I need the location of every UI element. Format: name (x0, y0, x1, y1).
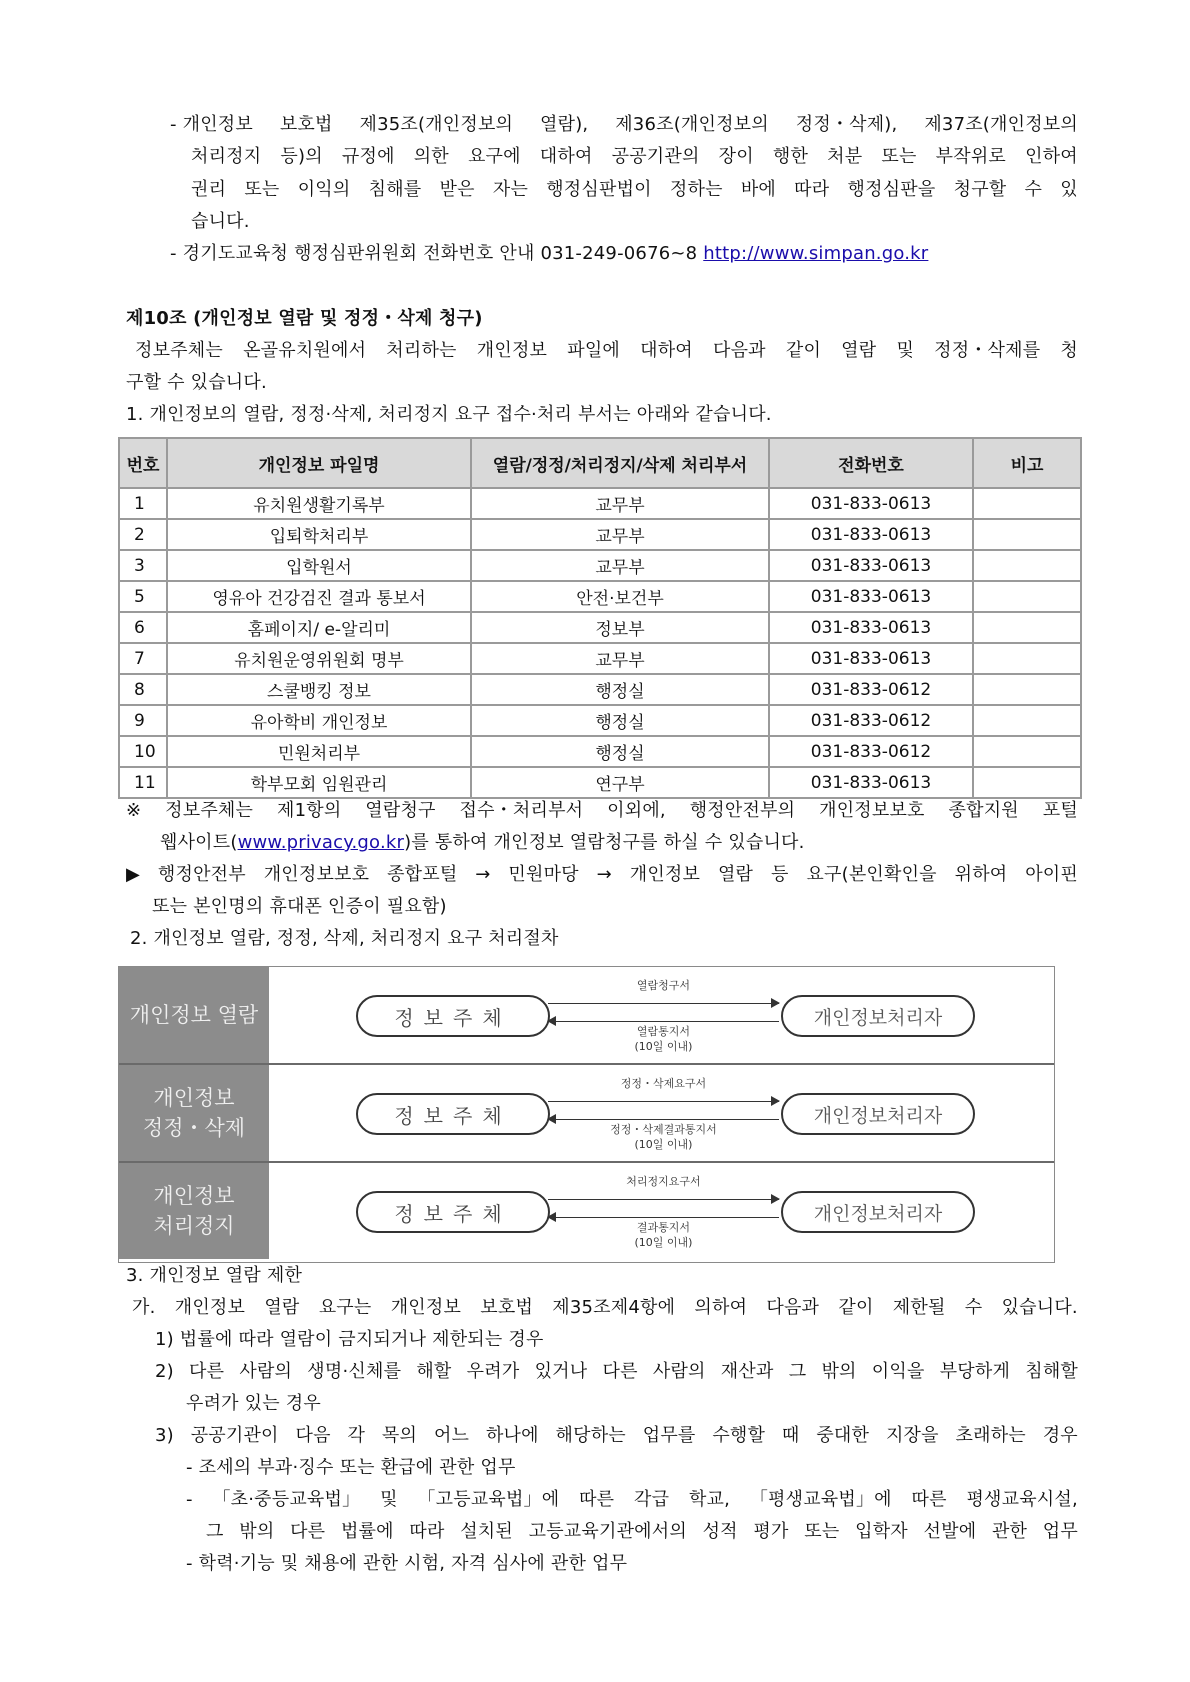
word: 공공기관이 (190, 1425, 279, 1446)
word: 성적 (702, 1521, 738, 1542)
word: 수 (964, 1297, 983, 1318)
department-table (118, 437, 1082, 799)
data-subject-box: 정보주체 (356, 995, 550, 1037)
response-caption: 열람통지서 (636, 1025, 691, 1038)
cell-department: 연구부 (471, 767, 769, 798)
article10-title: 제10조 (개인정보 열람 및 정정・삭제 청구) (126, 308, 483, 329)
article10-item-1: 1. 개인정보의 열람, 정정·삭제, 처리정지 요구 접수·처리 부서는 아래와 같습니다. (126, 404, 772, 425)
word: 열람 (717, 864, 754, 885)
word: 요구에 (467, 146, 521, 167)
word: 정보주체는 (165, 800, 254, 821)
word: - (186, 1489, 193, 1510)
word: 중대한 (816, 1425, 870, 1446)
flow-row (119, 967, 1054, 1063)
word: 공공기관의 (611, 146, 700, 167)
privacy-portal-note-line-1 (126, 800, 1078, 822)
word: 행정안전부의 (689, 800, 796, 821)
limit-3-sub-1: - 조세의 부과·징수 또는 환급에 관한 업무 (186, 1457, 516, 1478)
word: 어느 (433, 1425, 470, 1446)
word: 입학자 (855, 1521, 908, 1542)
cell-note (973, 581, 1081, 612)
word: 열람 (841, 340, 877, 361)
table-row (119, 767, 1081, 798)
word: 자는 (492, 179, 529, 200)
header-department: 열람/정정/처리정지/삭제 처리부서 (471, 438, 769, 488)
word: 경우 (1042, 1425, 1078, 1446)
table-row (119, 736, 1081, 767)
privacy-portal-link[interactable]: www.privacy.go.kr (237, 832, 405, 853)
word: 포털 (1042, 800, 1078, 821)
intro-line-4: 습니다. (191, 211, 250, 232)
word: 다음과 (766, 1297, 820, 1318)
word: → (475, 864, 491, 885)
word: 해당하는 (555, 1425, 626, 1446)
cell-department: 행정실 (471, 674, 769, 705)
cell-note (973, 674, 1081, 705)
word: 따라 (409, 1521, 445, 1542)
word: 3) (155, 1425, 174, 1446)
cell-phone: 031-833-0613 (769, 581, 973, 612)
limit-3 (155, 1425, 1078, 1447)
word: 수행할 (712, 1425, 766, 1446)
table-row (119, 674, 1081, 705)
limit-3-sub-3: - 학력·기능 및 채용에 관한 시험, 자격 심사에 관한 업무 (186, 1553, 628, 1574)
cell-phone: 031-833-0613 (769, 767, 973, 798)
word: ▶ (126, 864, 141, 885)
word: 보호법 (279, 114, 333, 135)
cell-note (973, 767, 1081, 798)
header-phone: 전화번호 (769, 438, 973, 488)
header-file-name: 개인정보 파일명 (167, 438, 471, 488)
limit-3-sub-2-line-2 (206, 1521, 1078, 1543)
cell-phone: 031-833-0613 (769, 519, 973, 550)
word: 인하여 (1025, 146, 1078, 167)
data-subject-box: 정보주체 (356, 1093, 550, 1135)
request-caption: 처리정지요구서 (626, 1175, 701, 1188)
cell-note (973, 705, 1081, 736)
table-row (119, 581, 1081, 612)
word: 다음과 (712, 340, 766, 361)
request-caption: 열람청구서 (636, 979, 691, 992)
table-header-row (119, 438, 1081, 488)
word: 있거나 (534, 1361, 588, 1382)
word: 있습니다. (1001, 1297, 1078, 1318)
response-due-caption: (10일 이내) (634, 1236, 693, 1249)
word: 설치된 (460, 1521, 513, 1542)
note-post: )를 통하여 개인정보 열람청구를 하실 수 있습니다. (404, 832, 805, 853)
word: 등 (770, 864, 789, 885)
response-arrow (548, 1021, 779, 1022)
cell-no: 10 (119, 736, 167, 767)
word: 처리정지 (191, 146, 262, 167)
word: 평생교육시설, (966, 1489, 1078, 1510)
word: 밖의 (239, 1521, 275, 1542)
article10-para-line-2: 구할 수 있습니다. (126, 372, 267, 393)
word: 등)의 (280, 146, 323, 167)
cell-department: 정보부 (471, 612, 769, 643)
word: 부당하게 (939, 1361, 1011, 1382)
portal-path-line-1 (126, 864, 1078, 886)
word: 행정심판을 (847, 179, 936, 200)
request-arrow (548, 1101, 779, 1102)
procedure-flow-diagram (118, 966, 1055, 1263)
limit-1: 1) 법률에 따라 열람이 금지되거나 제한되는 경우 (155, 1329, 544, 1350)
word: 제35조(개인정보의 (359, 114, 514, 135)
cell-no: 3 (119, 550, 167, 581)
table-row (119, 519, 1081, 550)
table-row (119, 705, 1081, 736)
word: 개인정보 (390, 1297, 462, 1318)
word: 민원마당 (508, 864, 579, 885)
cell-department: 교무부 (471, 643, 769, 674)
flow-label-text: 처리정지 (153, 1214, 235, 1238)
word: 규정에 (341, 146, 395, 167)
word: ※ (126, 800, 142, 821)
flow-label-text: 개인정보 열람 (129, 1003, 259, 1027)
limit-2-line-2: 우려가 있는 경우 (186, 1393, 321, 1414)
cell-file-name: 홈페이지/ e-알리미 (167, 612, 471, 643)
cell-file-name: 입학원서 (167, 550, 471, 581)
appeal-contact-text: - 경기도교육청 행정심판위원회 전화번호 안내 031-249-0676~8 (170, 243, 704, 264)
header-note: 비고 (973, 438, 1081, 488)
privacy-portal-note-line-2 (160, 832, 805, 854)
word: 개인정보 (629, 864, 701, 885)
flow-row-label (119, 1163, 269, 1259)
cell-file-name: 유치원운영위원회 명부 (167, 643, 471, 674)
flow-label-text: 개인정보 (153, 1184, 235, 1208)
word: 초래하는 (955, 1425, 1026, 1446)
table-row (119, 612, 1081, 643)
word: 사람의 (652, 1361, 706, 1382)
word: 또는 (244, 179, 280, 200)
word: 침해할 (1025, 1361, 1078, 1382)
word: 및 (380, 1489, 398, 1510)
cell-department: 교무부 (471, 519, 769, 550)
word: 보호법 (480, 1297, 534, 1318)
word: 처리하는 (386, 340, 457, 361)
word: 청 (1060, 340, 1078, 361)
cell-phone: 031-833-0612 (769, 705, 973, 736)
word: → (596, 864, 612, 885)
word: - 개인정보 (170, 114, 253, 135)
word: 청구할 (953, 179, 1007, 200)
word: 제35조제4항에 (552, 1297, 676, 1318)
word: 파일에 (567, 340, 620, 361)
cell-note (973, 488, 1081, 519)
word: 정정・삭제), (795, 114, 898, 135)
word: 목의 (381, 1425, 418, 1446)
cell-department: 교무부 (471, 488, 769, 519)
word: 행한 (772, 146, 809, 167)
word: 정하는 (669, 179, 723, 200)
word: 대하여 (539, 146, 593, 167)
request-arrow (548, 1003, 779, 1004)
word: 지장을 (885, 1425, 939, 1446)
cell-note (973, 612, 1081, 643)
word: 다른 (290, 1521, 326, 1542)
response-due-caption: (10일 이내) (634, 1040, 693, 1053)
word: 종합포털 (387, 864, 458, 885)
cell-department: 행정실 (471, 736, 769, 767)
word: 온골유치원에서 (243, 340, 367, 361)
word: 각 (347, 1425, 366, 1446)
word: 있 (1060, 179, 1078, 200)
word: 의한 (413, 146, 449, 167)
cell-no: 1 (119, 488, 167, 519)
word: 법률에 (340, 1521, 394, 1542)
word: 받은 (439, 179, 475, 200)
word: 개인정보보호 (263, 864, 370, 885)
intro-line-3 (191, 179, 1078, 201)
word: 열람청구 (365, 800, 436, 821)
word: 업무 (1042, 1521, 1078, 1542)
word: 장이 (718, 146, 754, 167)
word: 개인정보 (476, 340, 548, 361)
word: 같이 (838, 1297, 874, 1318)
cell-note (973, 519, 1081, 550)
cell-no: 6 (119, 612, 167, 643)
cell-file-name: 학부모회 임원관리 (167, 767, 471, 798)
word: 밖의 (821, 1361, 857, 1382)
word: 수 (1024, 179, 1043, 200)
word: 열람), (540, 114, 589, 135)
cell-phone: 031-833-0613 (769, 612, 973, 643)
cell-phone: 031-833-0613 (769, 488, 973, 519)
simpan-link[interactable]: http://www.simpan.go.kr (703, 243, 929, 264)
cell-note (973, 736, 1081, 767)
word: 「평생교육법」에 (749, 1489, 892, 1510)
cell-department: 안전·보건부 (471, 581, 769, 612)
word: 「초·중등교육법」 (212, 1489, 361, 1510)
word: 위하여 (954, 864, 1008, 885)
request-caption: 정정・삭제요구서 (620, 1077, 707, 1090)
cell-file-name: 입퇴학처리부 (167, 519, 471, 550)
response-due-caption: (10일 이내) (634, 1138, 693, 1151)
word: 개인정보보호 (819, 800, 925, 821)
cell-no: 5 (119, 581, 167, 612)
cell-no: 7 (119, 643, 167, 674)
word: 그 (788, 1361, 807, 1382)
table-row (119, 550, 1081, 581)
flow-label-text: 개인정보 (153, 1086, 235, 1110)
flow-row-label (119, 1065, 269, 1161)
data-subject-box: 정보주체 (356, 1191, 550, 1233)
word: 바에 (740, 179, 777, 200)
word: 다음 (295, 1425, 331, 1446)
word: 열람 (264, 1297, 300, 1318)
cell-no: 9 (119, 705, 167, 736)
word: 제37조(개인정보의 (924, 114, 1078, 135)
word: 또는 (804, 1521, 840, 1542)
cell-phone: 031-833-0612 (769, 674, 973, 705)
word: 이외에, (607, 800, 666, 821)
word: 접수・처리부서 (459, 800, 584, 821)
word: 제1항의 (277, 800, 342, 821)
word: 요구는 (318, 1297, 372, 1318)
word: 행정안전부 (157, 864, 246, 885)
appeal-contact (170, 243, 928, 265)
word: 업무를 (642, 1425, 696, 1446)
cell-phone: 031-833-0613 (769, 550, 973, 581)
word: 생명·신체를 (307, 1361, 402, 1382)
word: 「고등교육법」에 (417, 1489, 560, 1510)
word: 제한될 (892, 1297, 946, 1318)
word: 사람의 (239, 1361, 293, 1382)
word: 요구(본인확인을 (806, 864, 937, 885)
word: 따른 (911, 1489, 947, 1510)
table-row (119, 643, 1081, 674)
word: 하나에 (485, 1425, 539, 1446)
word: 다른 (189, 1361, 225, 1382)
word: 정보주체는 (135, 340, 223, 361)
word: 관한 (991, 1521, 1028, 1542)
word: 우려가 (466, 1361, 520, 1382)
word: 선발에 (923, 1521, 977, 1542)
word: 권리 (191, 179, 227, 200)
header-no: 번호 (119, 438, 167, 488)
cell-file-name: 유치원생활기록부 (167, 488, 471, 519)
cell-note (973, 550, 1081, 581)
word: 재산과 (720, 1361, 774, 1382)
word: 정정・삭제를 (934, 340, 1041, 361)
response-arrow (548, 1217, 779, 1218)
data-processor-box: 개인정보처리자 (781, 1191, 975, 1233)
limit-ga (132, 1297, 1078, 1319)
word: 아이핀 (1025, 864, 1078, 885)
cell-no: 11 (119, 767, 167, 798)
cell-file-name: 민원처리부 (167, 736, 471, 767)
word: 2) (155, 1361, 174, 1382)
flow-row (119, 1065, 1054, 1161)
flow-row-label (119, 967, 269, 1063)
flow-label-text: 정정・삭제 (142, 1116, 246, 1140)
response-caption: 결과통지서 (636, 1221, 691, 1234)
cell-file-name: 유아학비 개인정보 (167, 705, 471, 736)
cell-file-name: 스쿨뱅킹 정보 (167, 674, 471, 705)
word: 행정심판법이 (546, 179, 652, 200)
word: 각급 (634, 1489, 670, 1510)
cell-department: 행정실 (471, 705, 769, 736)
cell-no: 2 (119, 519, 167, 550)
limit-2-line-1 (155, 1361, 1078, 1383)
word: 그 (206, 1521, 224, 1542)
word: 처분 (827, 146, 863, 167)
response-arrow (548, 1119, 779, 1120)
response-caption: 정정・삭제결과통지서 (610, 1123, 717, 1136)
flow-row (119, 1163, 1054, 1259)
word: 다른 (602, 1361, 638, 1382)
word: 따른 (579, 1489, 615, 1510)
word: 부작위로 (935, 146, 1006, 167)
word: 고등교육기관에서의 (528, 1521, 687, 1542)
article10-para-line-1 (135, 340, 1078, 362)
article10-item-3: 3. 개인정보 열람 제한 (126, 1265, 303, 1286)
word: 같이 (785, 340, 822, 361)
intro-line-1 (170, 114, 1078, 136)
data-processor-box: 개인정보처리자 (781, 1093, 975, 1135)
word: 따라 (794, 179, 830, 200)
word: 이익의 (297, 179, 351, 200)
word: 이익을 (871, 1361, 925, 1382)
limit-3-sub-2-line-1 (186, 1489, 1078, 1511)
note-pre: 웹사이트( (160, 832, 238, 853)
word: 및 (896, 340, 915, 361)
word: 침해를 (368, 179, 422, 200)
word: 가. (132, 1297, 156, 1318)
cell-note (973, 643, 1081, 674)
word: 또는 (881, 146, 917, 167)
word: 학교, (688, 1489, 731, 1510)
word: 해할 (416, 1361, 452, 1382)
word: 제36조(개인정보의 (615, 114, 769, 135)
word: 종합지원 (948, 800, 1019, 821)
word: 의하여 (694, 1297, 748, 1318)
article10-item-2: 2. 개인정보 열람, 정정, 삭제, 처리정지 요구 처리절차 (130, 928, 559, 949)
word: 평가 (753, 1521, 789, 1542)
word: 대하여 (640, 340, 693, 361)
cell-file-name: 영유아 건강검진 결과 통보서 (167, 581, 471, 612)
intro-line-2 (191, 146, 1078, 168)
word: 개인정보 (174, 1297, 246, 1318)
portal-path-line-2: 또는 본인명의 휴대폰 인증이 필요함) (152, 896, 447, 917)
cell-phone: 031-833-0612 (769, 736, 973, 767)
cell-department: 교무부 (471, 550, 769, 581)
cell-no: 8 (119, 674, 167, 705)
table-row (119, 488, 1081, 519)
word: 때 (781, 1425, 800, 1446)
data-processor-box: 개인정보처리자 (781, 995, 975, 1037)
request-arrow (548, 1199, 779, 1200)
cell-phone: 031-833-0613 (769, 643, 973, 674)
